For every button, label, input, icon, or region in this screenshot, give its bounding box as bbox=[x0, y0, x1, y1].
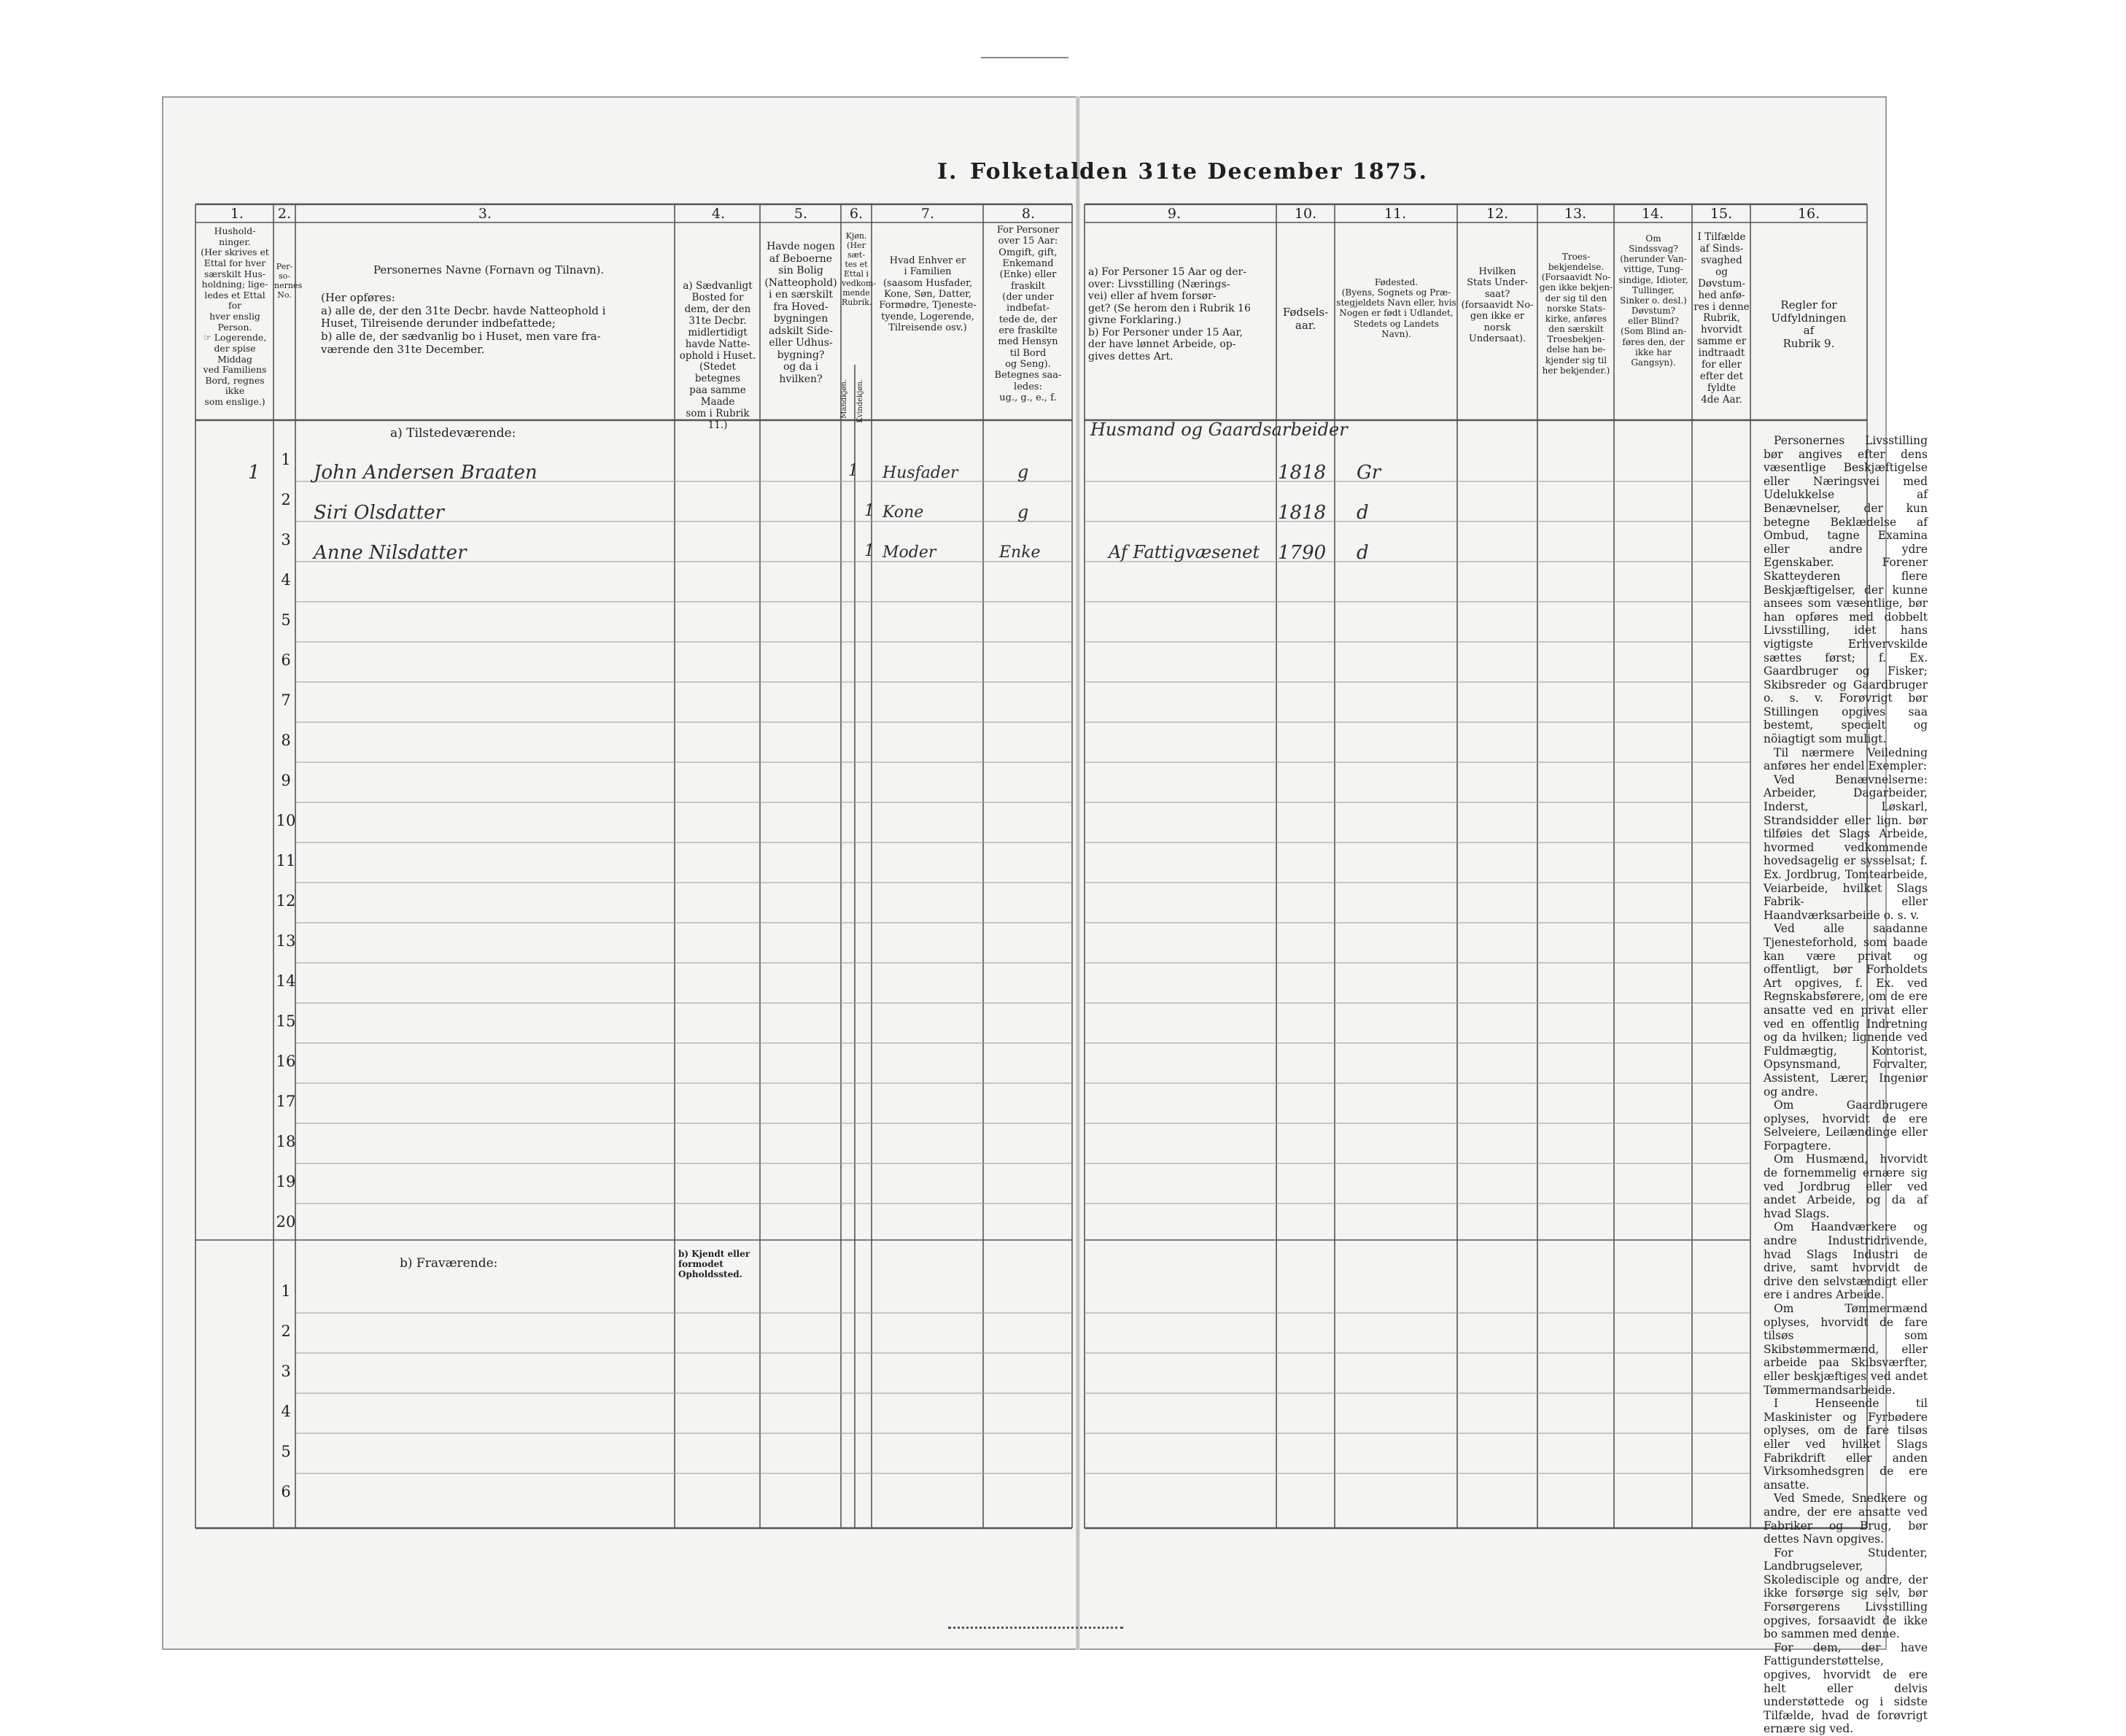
section-absent-col4-note: b) Kjendt eller formodet Opholdssted. bbox=[678, 1249, 750, 1280]
absent-row-number: 6 bbox=[281, 1483, 291, 1500]
column-number-1: 1. bbox=[230, 206, 244, 222]
rules-paragraph: Om Tømmermænd oplyses, hvorvidt de fare tilsøs som Skibstømmermænd, eller arbeide paa Skibsværfter, eller beskjæftiges ved andet Tømmermandsarbeide. bbox=[1764, 1302, 1928, 1397]
column-number-2: 2. bbox=[277, 206, 292, 222]
rules-paragraph: Ved Smede, Snedkere og andre, der ere ansatte ved Fabriker og Brug, bør dettes Navn opgives. bbox=[1764, 1492, 1928, 1546]
entry-1-household: 1 bbox=[248, 462, 260, 484]
header-col2-person-no: Per- so- nernes No. bbox=[274, 262, 303, 300]
column-number-9: 9. bbox=[1167, 206, 1182, 222]
header-col1-households: Hushold- ninger. (Her skrives et Ettal for hver særskilt Hus- holdning; lige- ledes et Ettal for hver enslig Person. ☞ Logerende, der spise Middag ved Familiens Bord, regnes ikke som enslige.) bbox=[201, 225, 269, 407]
present-row-number: 13 bbox=[276, 932, 296, 950]
entry-2-civil: g bbox=[1017, 502, 1029, 522]
header-col9-occupation: a) For Personer 15 Aar og der- over: Livsstilling (Nærings- vei) eller af hvem forsør- get? (Se herom den i Rubrik 16 givne Forklaring.) b) For Personer under 15 Aar, der have lønnet Arbeide, op- gives dettes Art. bbox=[1088, 266, 1251, 363]
column-number-8: 8. bbox=[1021, 206, 1036, 222]
present-row-number: 17 bbox=[276, 1093, 296, 1110]
rules-paragraph: Om Haandværkere og andre Industridrivende, hvad Slags Industri de drive, samt hvorvidt de drive den selvstændigt eller ere i andres Arbeide. bbox=[1764, 1220, 1928, 1302]
present-row-number: 20 bbox=[276, 1213, 296, 1231]
header-col13-religion: Troes- bekjendelse. (Forsaavidt No- gen ikke bekjen- der sig til den norske Stats- kirke, anføres den særskilt Troesbekjen- delse han be- kjender sig til her bekjender.) bbox=[1539, 252, 1613, 376]
header-col3-body: (Her opføres: a) alle de, der den 31te Decbr. havde Natteophold i Huset, Tilreisende derunder indbefattede; b) alle de, der sædvanlig bo i Huset, men vare fra- værende den 31te December. bbox=[321, 291, 606, 356]
rules-paragraph: For Studenter, Landbrugselever, Skoledisciple og andre, der ikke forsørge sig selv, bør Forsørgerens Livsstilling opgives, forsaavidt de ikke bo sammen med denne. bbox=[1764, 1546, 1928, 1641]
header-col6-male: Mandkjøn. bbox=[840, 379, 848, 419]
header-col8-civil-status: For Personer over 15 Aar: Omgift, gift, Enkemand (Enke) eller fraskilt (der under indbefat- tede de, der ere fraskilte med Hensyn til Bord og Seng). Betegnes saa- ledes: ug., g., e., f. bbox=[994, 225, 1062, 403]
present-row-number: 15 bbox=[276, 1012, 296, 1030]
present-row-number: 6 bbox=[281, 651, 291, 669]
rules-paragraph: Personernes Livsstilling bør angives efter dens væsentlige Beskjæftigelse eller Næringsvei med Udelukkelse af Benævnelser, der kun betegne Beklædelse af Ombud, tagne Examina eller andre ydre Egenskaber. Forener Skatteyderen flere Beskjæftigelser, der kunne ansees som væsentlige, bør han opføres med dobbelt Livsstilling, idet hans vigtigste Erhvervskilde sættes først; f. Ex. Gaardbruger og Fisker; Skibsreder og Gaardbruger o. s. v. Forøvrigt bør Stillingen opgives saa bestemt, specielt og nöiagtigt som muligt. bbox=[1764, 434, 1928, 746]
entry-1-role: Husfader bbox=[882, 464, 958, 482]
present-row-number: 14 bbox=[276, 972, 296, 990]
column-number-14: 14. bbox=[1641, 206, 1664, 222]
form-title-right: den 31te December 1875. bbox=[1079, 159, 1428, 185]
absent-row-number: 1 bbox=[281, 1282, 291, 1300]
entry-1-occupation: Husmand og Gaardsarbeider bbox=[1090, 419, 1348, 440]
entry-3-born: 1790 bbox=[1278, 542, 1327, 564]
present-row-number: 2 bbox=[281, 491, 291, 508]
entry-3-birthplace: d bbox=[1357, 542, 1369, 564]
column-number-10: 10. bbox=[1294, 206, 1317, 222]
column-number-11: 11. bbox=[1384, 206, 1407, 222]
absent-row-number: 5 bbox=[281, 1443, 291, 1460]
rules-paragraph: Til nærmere Veiledning anføres her endel Exempler: bbox=[1764, 745, 1928, 773]
section-absent-label: b) Fraværende: bbox=[400, 1256, 498, 1271]
present-row-number: 19 bbox=[276, 1173, 296, 1190]
entry-3-role: Moder bbox=[882, 543, 936, 562]
present-row-number: 18 bbox=[276, 1133, 296, 1150]
entry-2-birthplace: d bbox=[1357, 502, 1369, 524]
header-col10-birth-year: Fødsels- aar. bbox=[1282, 306, 1329, 332]
rules-paragraph: Ved alle saadanne Tjenesteforhold, som baade kan være privat og offentligt, bør Forholdets Art opgives, f. Ex. ved Regnskabsførere, om de ere ansatte ved en privat eller ved en offentlig Indretning og da hvilken; lignende ved Fuldmægtig, Kontorist, Opsynsmand, Forvalter, Assistent, Lærer, Ingeniør og andre. bbox=[1764, 922, 1928, 1098]
column-number-15: 15. bbox=[1710, 206, 1733, 222]
entry-2-role: Kone bbox=[882, 503, 924, 522]
header-col3-title: Personernes Navne (Fornavn og Tilnavn). bbox=[373, 263, 605, 276]
column-number-12: 12. bbox=[1486, 206, 1509, 222]
entry-3-civil: Enke bbox=[999, 543, 1041, 562]
header-col14-disability: Om Sindssvag? (herunder Van- vittige, Tung- sindige, Idioter, Tullinger, Sinker o. desl.) Døvstum? eller Blind? (Som Blind an- føres den, der ikke har Gangsyn). bbox=[1618, 233, 1688, 368]
present-row-number: 5 bbox=[281, 611, 291, 629]
entry-3-name: Anne Nilsdatter bbox=[314, 542, 467, 564]
column-number-3: 3. bbox=[478, 206, 492, 222]
rules-paragraph: Om Husmænd, hvorvidt de fornemmelig ernære sig ved Jordbrug eller ved andet Arbeide, og da af hvad Slags. bbox=[1764, 1152, 1928, 1220]
rules-paragraph: For dem, der have Fattigunderstøttelse, opgives, hvorvidt de ere helt eller delvis understøttede og i sidste Tilfælde, hvad de forøvrigt ernære sig ved. bbox=[1764, 1640, 1928, 1736]
column-number-13: 13. bbox=[1564, 206, 1587, 222]
entry-1-name: John Andersen Braaten bbox=[314, 462, 538, 484]
column-number-4: 4. bbox=[711, 206, 726, 222]
form-title-roman: I. bbox=[937, 159, 958, 185]
rules-paragraph: I Henseende til Maskinister og Fyrbødere oplyses, om de fare tilsøs eller ved hvilket Slags Fabrikdrift eller anden Virksomhedsgren de ere ansatte. bbox=[1764, 1397, 1928, 1492]
entry-2-born: 1818 bbox=[1278, 502, 1327, 524]
present-row-number: 7 bbox=[281, 691, 291, 709]
section-present-label: a) Tilstedeværende: bbox=[390, 426, 516, 441]
present-row-number: 3 bbox=[281, 531, 291, 549]
present-row-number: 11 bbox=[276, 852, 296, 869]
absent-row-number: 4 bbox=[281, 1403, 291, 1420]
present-row-number: 12 bbox=[276, 892, 296, 910]
header-col4-usual-residence: a) Sædvanligt Bosted for dem, der den 31te Decbr. midlertidigt havde Natte- ophold i Huset. (Stedet betegnes paa samme Maade som i Rubrik 11.) bbox=[679, 280, 756, 432]
bottom-scan-mark bbox=[948, 1627, 1123, 1629]
column-number-5: 5. bbox=[794, 206, 808, 222]
entry-3-occupation: Af Fattigvæsenet bbox=[1109, 542, 1260, 562]
rubrik-9-instructions bbox=[1764, 434, 1928, 1736]
present-row-number: 9 bbox=[281, 772, 291, 789]
header-col15-onset: I Tilfælde af Sinds- svaghed og Døvstum- hed anfø- res i denne Rubrik, hvorvidt samme er indtraadt for eller efter det fyldte 4de Aar. bbox=[1694, 231, 1750, 406]
entry-1-born: 1818 bbox=[1278, 462, 1327, 484]
present-row-number: 1 bbox=[281, 451, 291, 468]
present-row-number: 10 bbox=[276, 812, 296, 829]
entry-3-sex: 1 bbox=[864, 542, 874, 560]
header-col5-outbuilding: Havde nogen af Beboerne sin Bolig (Natteophold) i en særskilt fra Hoved- bygningen adskilt Side- eller Udhus- bygning? og da i hvilken? bbox=[764, 241, 837, 385]
absent-row-number: 2 bbox=[281, 1322, 291, 1340]
entry-2-sex: 1 bbox=[864, 502, 874, 520]
header-col11-birthplace: Fødested. (Byens, Sognets og Præ- stegjeldets Navn eller, hvis Nogen er født i Udlandet, Stedets og Landets Navn). bbox=[1336, 277, 1456, 339]
present-row-number: 16 bbox=[276, 1053, 296, 1070]
header-col16-rules-title: Regler for Udfyldningen af Rubrik 9. bbox=[1771, 298, 1847, 351]
column-number-16: 16. bbox=[1797, 206, 1820, 222]
present-row-number: 8 bbox=[281, 732, 291, 749]
header-col12-citizenship: Hvilken Stats Under- saat? (forsaavidt No- gen ikke er norsk Undersaat). bbox=[1461, 266, 1534, 344]
absent-row-number: 3 bbox=[281, 1363, 291, 1380]
header-col7-family-role: Hvad Enhver er i Familien (saasom Husfader, Kone, Søn, Datter, Formødre, Tjeneste- tyende, Logerende, Tilreisende osv.) bbox=[879, 255, 977, 333]
header-col6-female: Kvindekjøn. bbox=[856, 379, 864, 423]
rules-paragraph: Om Gaardbrugere oplyses, hvorvidt de ere Selveiere, Leilændinge eller Forpagtere. bbox=[1764, 1098, 1928, 1152]
form-title-left: Folketal bbox=[970, 159, 1081, 185]
column-number-7: 7. bbox=[920, 206, 935, 222]
entry-1-sex: 1 bbox=[848, 462, 858, 480]
top-scan-mark bbox=[981, 57, 1068, 58]
header-col6-sex: Kjøn. (Her sæt- tes et Ettal i vedkom- mende Rubrik. bbox=[842, 231, 877, 307]
present-row-number: 4 bbox=[281, 571, 291, 589]
entry-2-name: Siri Olsdatter bbox=[314, 502, 444, 524]
entry-1-birthplace: Gr bbox=[1357, 462, 1381, 484]
column-number-6: 6. bbox=[849, 206, 864, 222]
entry-1-civil: g bbox=[1017, 462, 1029, 482]
rules-paragraph: Ved Benævnelserne: Arbeider, Dagarbeider, Inderst, Løskarl, Strandsidder eller lign. bør tilføies det Slags Arbeide, hvormed vedkommende hovedsagelig er sysselsat; f. Ex. Jordbrug, Tomtearbeide, Veiarbeide, hvilket Slags Fabrik- eller Haandværksarbeide o. s. v. bbox=[1764, 772, 1928, 922]
